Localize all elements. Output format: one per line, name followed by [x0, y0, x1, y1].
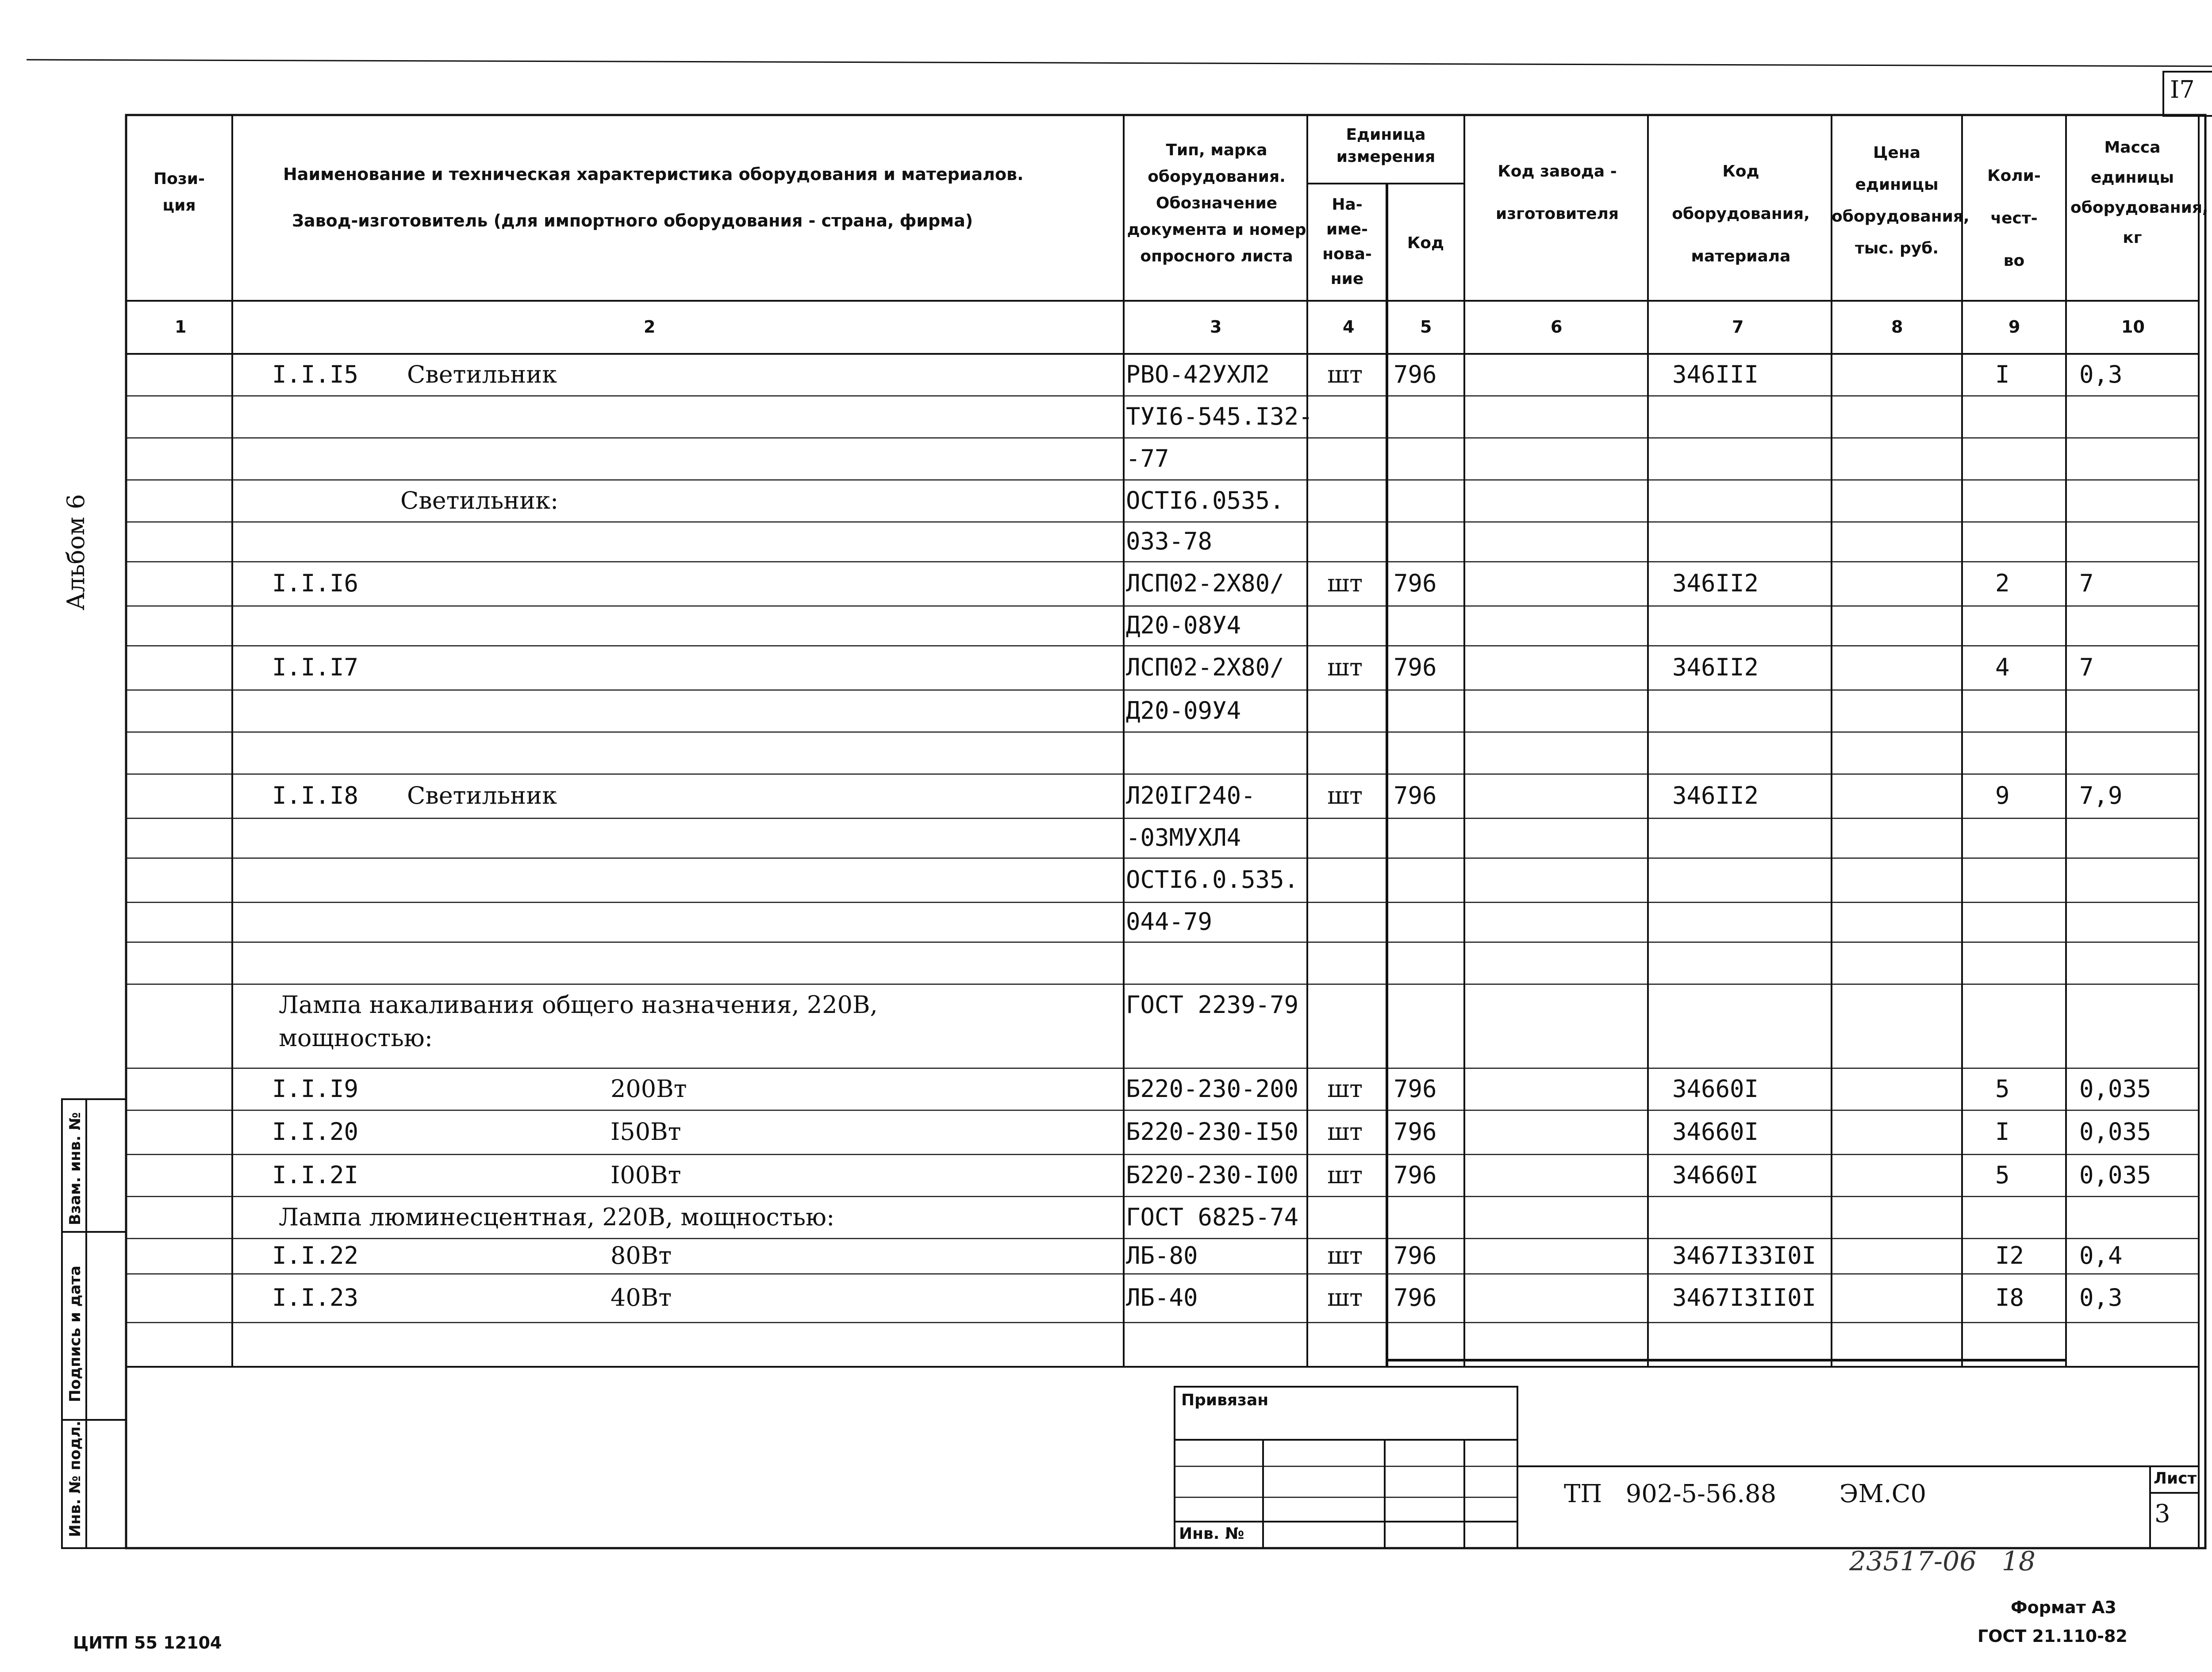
cell-name: I00Вт: [611, 1161, 681, 1189]
cell-qty: I2: [1995, 1242, 2024, 1269]
cell-unit: шт: [1327, 360, 1363, 388]
header-position: Пози- ция: [154, 170, 205, 215]
cell-type: РВО-42УХЛ2: [1126, 360, 1270, 388]
column-number: 5: [1420, 317, 1432, 337]
sheet-number: I7: [2170, 76, 2195, 104]
handwritten-inventory-number: 23517-06 18: [1849, 1546, 2036, 1577]
stamp-inv-no: Инв. №: [1179, 1525, 1244, 1543]
cell-pos: I.I.I8: [272, 782, 359, 809]
header-name-line2: Завод-изготовитель (для импортного оборудования - страна, фирма): [292, 211, 973, 230]
stamp-list-number: 3: [2154, 1499, 2170, 1528]
cell-type: ЛБ-40: [1126, 1284, 1198, 1312]
cell-type: ЛСП02-2Х80/: [1126, 653, 1284, 681]
cell-type: ОСТI6.0.535.: [1126, 866, 1299, 894]
cell-name: Светильник: [407, 782, 557, 809]
cell-type: 044-79: [1126, 908, 1213, 936]
header-mass: Масса единицы оборудования, кг: [2070, 138, 2208, 247]
cell-type: Б220-230-I50: [1126, 1118, 1299, 1146]
cell-mcode: 3467I3II0I: [1672, 1284, 1816, 1312]
cell-pos: I.I.I9: [272, 1074, 359, 1103]
cell-qty: I: [1995, 1118, 2010, 1146]
cell-name: 200Вт: [611, 1074, 687, 1103]
cell-mcode: 346II2: [1672, 782, 1759, 809]
cell-code: 796: [1394, 653, 1437, 681]
cell-mass: 7: [2079, 569, 2094, 597]
cell-pos: I.I.20: [272, 1118, 359, 1146]
cell-type: ГОСТ 6825-74: [1126, 1203, 1299, 1231]
cell-name: I50Вт: [611, 1118, 681, 1146]
cell-type: Л20IГ240-: [1126, 782, 1256, 809]
header-material-code: Код оборудования, материала: [1672, 162, 1810, 265]
cell-type: ЛБ-80: [1126, 1242, 1198, 1269]
cell-unit: шт: [1327, 1242, 1363, 1269]
cell-name: Светильник:: [400, 486, 559, 514]
cell-type: Д20-09У4: [1126, 696, 1241, 725]
cell-type: ТУI6-545.I32-: [1126, 402, 1313, 430]
cell-mass: 0,4: [2079, 1242, 2123, 1269]
cell-code: 796: [1394, 569, 1437, 597]
column-number: 1: [175, 317, 187, 337]
album-label: Альбом 6: [62, 494, 90, 610]
header-quantity: Коли- чест- во: [1987, 167, 2041, 270]
header-price: Цена единицы оборудования, тыс. руб.: [1832, 144, 1970, 257]
stamp-list-label: Лист: [2154, 1469, 2197, 1488]
cell-name-continued: мощностью:: [279, 1024, 433, 1052]
cell-code: 796: [1394, 1284, 1437, 1312]
header-name-line1: Наименование и техническая характеристика оборудования и материалов.: [283, 165, 1024, 184]
cell-pos: I.I.22: [272, 1242, 359, 1269]
cell-code: 796: [1394, 782, 1437, 809]
stamp-inv-podl: Инв. № подл.: [66, 1420, 84, 1537]
cell-mass: 0,3: [2079, 1284, 2123, 1312]
cell-type: ГОСТ 2239-79: [1126, 991, 1299, 1019]
cell-type: Б220-230-200: [1126, 1074, 1299, 1103]
document-designation: ТП 902-5-56.88 ЭМ.С0: [1564, 1480, 1927, 1508]
cell-unit: шт: [1327, 1118, 1363, 1146]
cell-mcode: 346III: [1672, 360, 1759, 388]
column-number: 9: [2008, 317, 2020, 337]
header-type: Тип, марка оборудования. Обозначение документа и номер опросного листа: [1127, 141, 1306, 265]
cell-mass: 0,3: [2079, 360, 2123, 388]
cell-pos: I.I.2I: [272, 1161, 359, 1189]
cell-type: ОСТI6.0535.: [1126, 486, 1284, 514]
cell-mcode: 34660I: [1672, 1074, 1759, 1103]
cell-mass: 7,9: [2079, 782, 2123, 809]
header-unit-name: На- име- нова- ние: [1322, 196, 1372, 288]
cell-mass: 7: [2079, 653, 2094, 681]
header-unit-code: Код: [1407, 234, 1444, 252]
cell-type: ЛСП02-2Х80/: [1126, 569, 1284, 597]
column-number: 10: [2121, 317, 2145, 337]
cell-qty: 2: [1995, 569, 2010, 597]
cell-pos: I.I.23: [272, 1284, 359, 1312]
cell-qty: 9: [1995, 782, 2010, 809]
footer-format: Формат А3: [2011, 1598, 2116, 1617]
cell-qty: 5: [1995, 1161, 2010, 1189]
cell-mcode: 34660I: [1672, 1118, 1759, 1146]
cell-name: Светильник: [407, 360, 557, 388]
cell-type: Д20-08У4: [1126, 611, 1241, 639]
header-factory-code: Код завода - изготовителя: [1495, 162, 1619, 223]
cell-name: 80Вт: [611, 1242, 672, 1269]
cell-unit: шт: [1327, 1074, 1363, 1103]
cell-code: 796: [1394, 1074, 1437, 1103]
cell-mcode: 34660I: [1672, 1161, 1759, 1189]
cell-mcode: 3467I33I0I: [1672, 1242, 1816, 1269]
column-number: 6: [1551, 317, 1563, 337]
cell-pos: I.I.I5: [272, 360, 359, 388]
column-number: 2: [644, 317, 656, 337]
stamp-privyazan: Привязан: [1181, 1391, 1269, 1409]
cell-unit: шт: [1327, 1284, 1363, 1312]
cell-mcode: 346II2: [1672, 653, 1759, 681]
cell-mass: 0,035: [2079, 1118, 2151, 1146]
cell-unit: шт: [1327, 569, 1363, 597]
cell-qty: 5: [1995, 1074, 2010, 1103]
stamp-podpis-data: Подпись и дата: [66, 1266, 84, 1402]
footer-gost: ГОСТ 21.110-82: [1978, 1626, 2128, 1646]
cell-type: -03МУХЛ4: [1126, 824, 1241, 851]
cell-unit: шт: [1327, 782, 1363, 809]
cell-qty: I: [1995, 360, 2010, 388]
cell-type: -77: [1126, 444, 1169, 472]
cell-pos: I.I.I7: [272, 653, 359, 681]
column-number: 7: [1732, 317, 1744, 337]
cell-mass: 0,035: [2079, 1161, 2151, 1189]
cell-pos: I.I.I6: [272, 569, 359, 597]
cell-code: 796: [1394, 1242, 1437, 1269]
cell-unit: шт: [1327, 1161, 1363, 1189]
cell-mass: 0,035: [2079, 1074, 2151, 1103]
stamp-vzam-inv: Взам. инв. №: [66, 1112, 84, 1225]
cell-unit: шт: [1327, 653, 1363, 681]
column-number: 8: [1891, 317, 1903, 337]
cell-name: 40Вт: [611, 1284, 672, 1312]
cell-code: 796: [1394, 1161, 1437, 1189]
cell-qty: 4: [1995, 653, 2010, 681]
column-number: 4: [1343, 317, 1355, 337]
header-unit-group: Единица измерения: [1336, 126, 1436, 166]
cell-qty: I8: [1995, 1284, 2024, 1312]
cell-type: 033-78: [1126, 527, 1213, 555]
cell-name: Лампа накаливания общего назначения, 220В,: [279, 991, 878, 1019]
cell-mcode: 346II2: [1672, 569, 1759, 597]
column-number: 3: [1210, 317, 1222, 337]
footer-code: ЦИТП 55 12104: [73, 1633, 222, 1653]
cell-name: Лампа люминесцентная, 220В, мощностью:: [279, 1203, 835, 1231]
cell-code: 796: [1394, 1118, 1437, 1146]
cell-type: Б220-230-I00: [1126, 1161, 1299, 1189]
cell-code: 796: [1394, 360, 1437, 388]
